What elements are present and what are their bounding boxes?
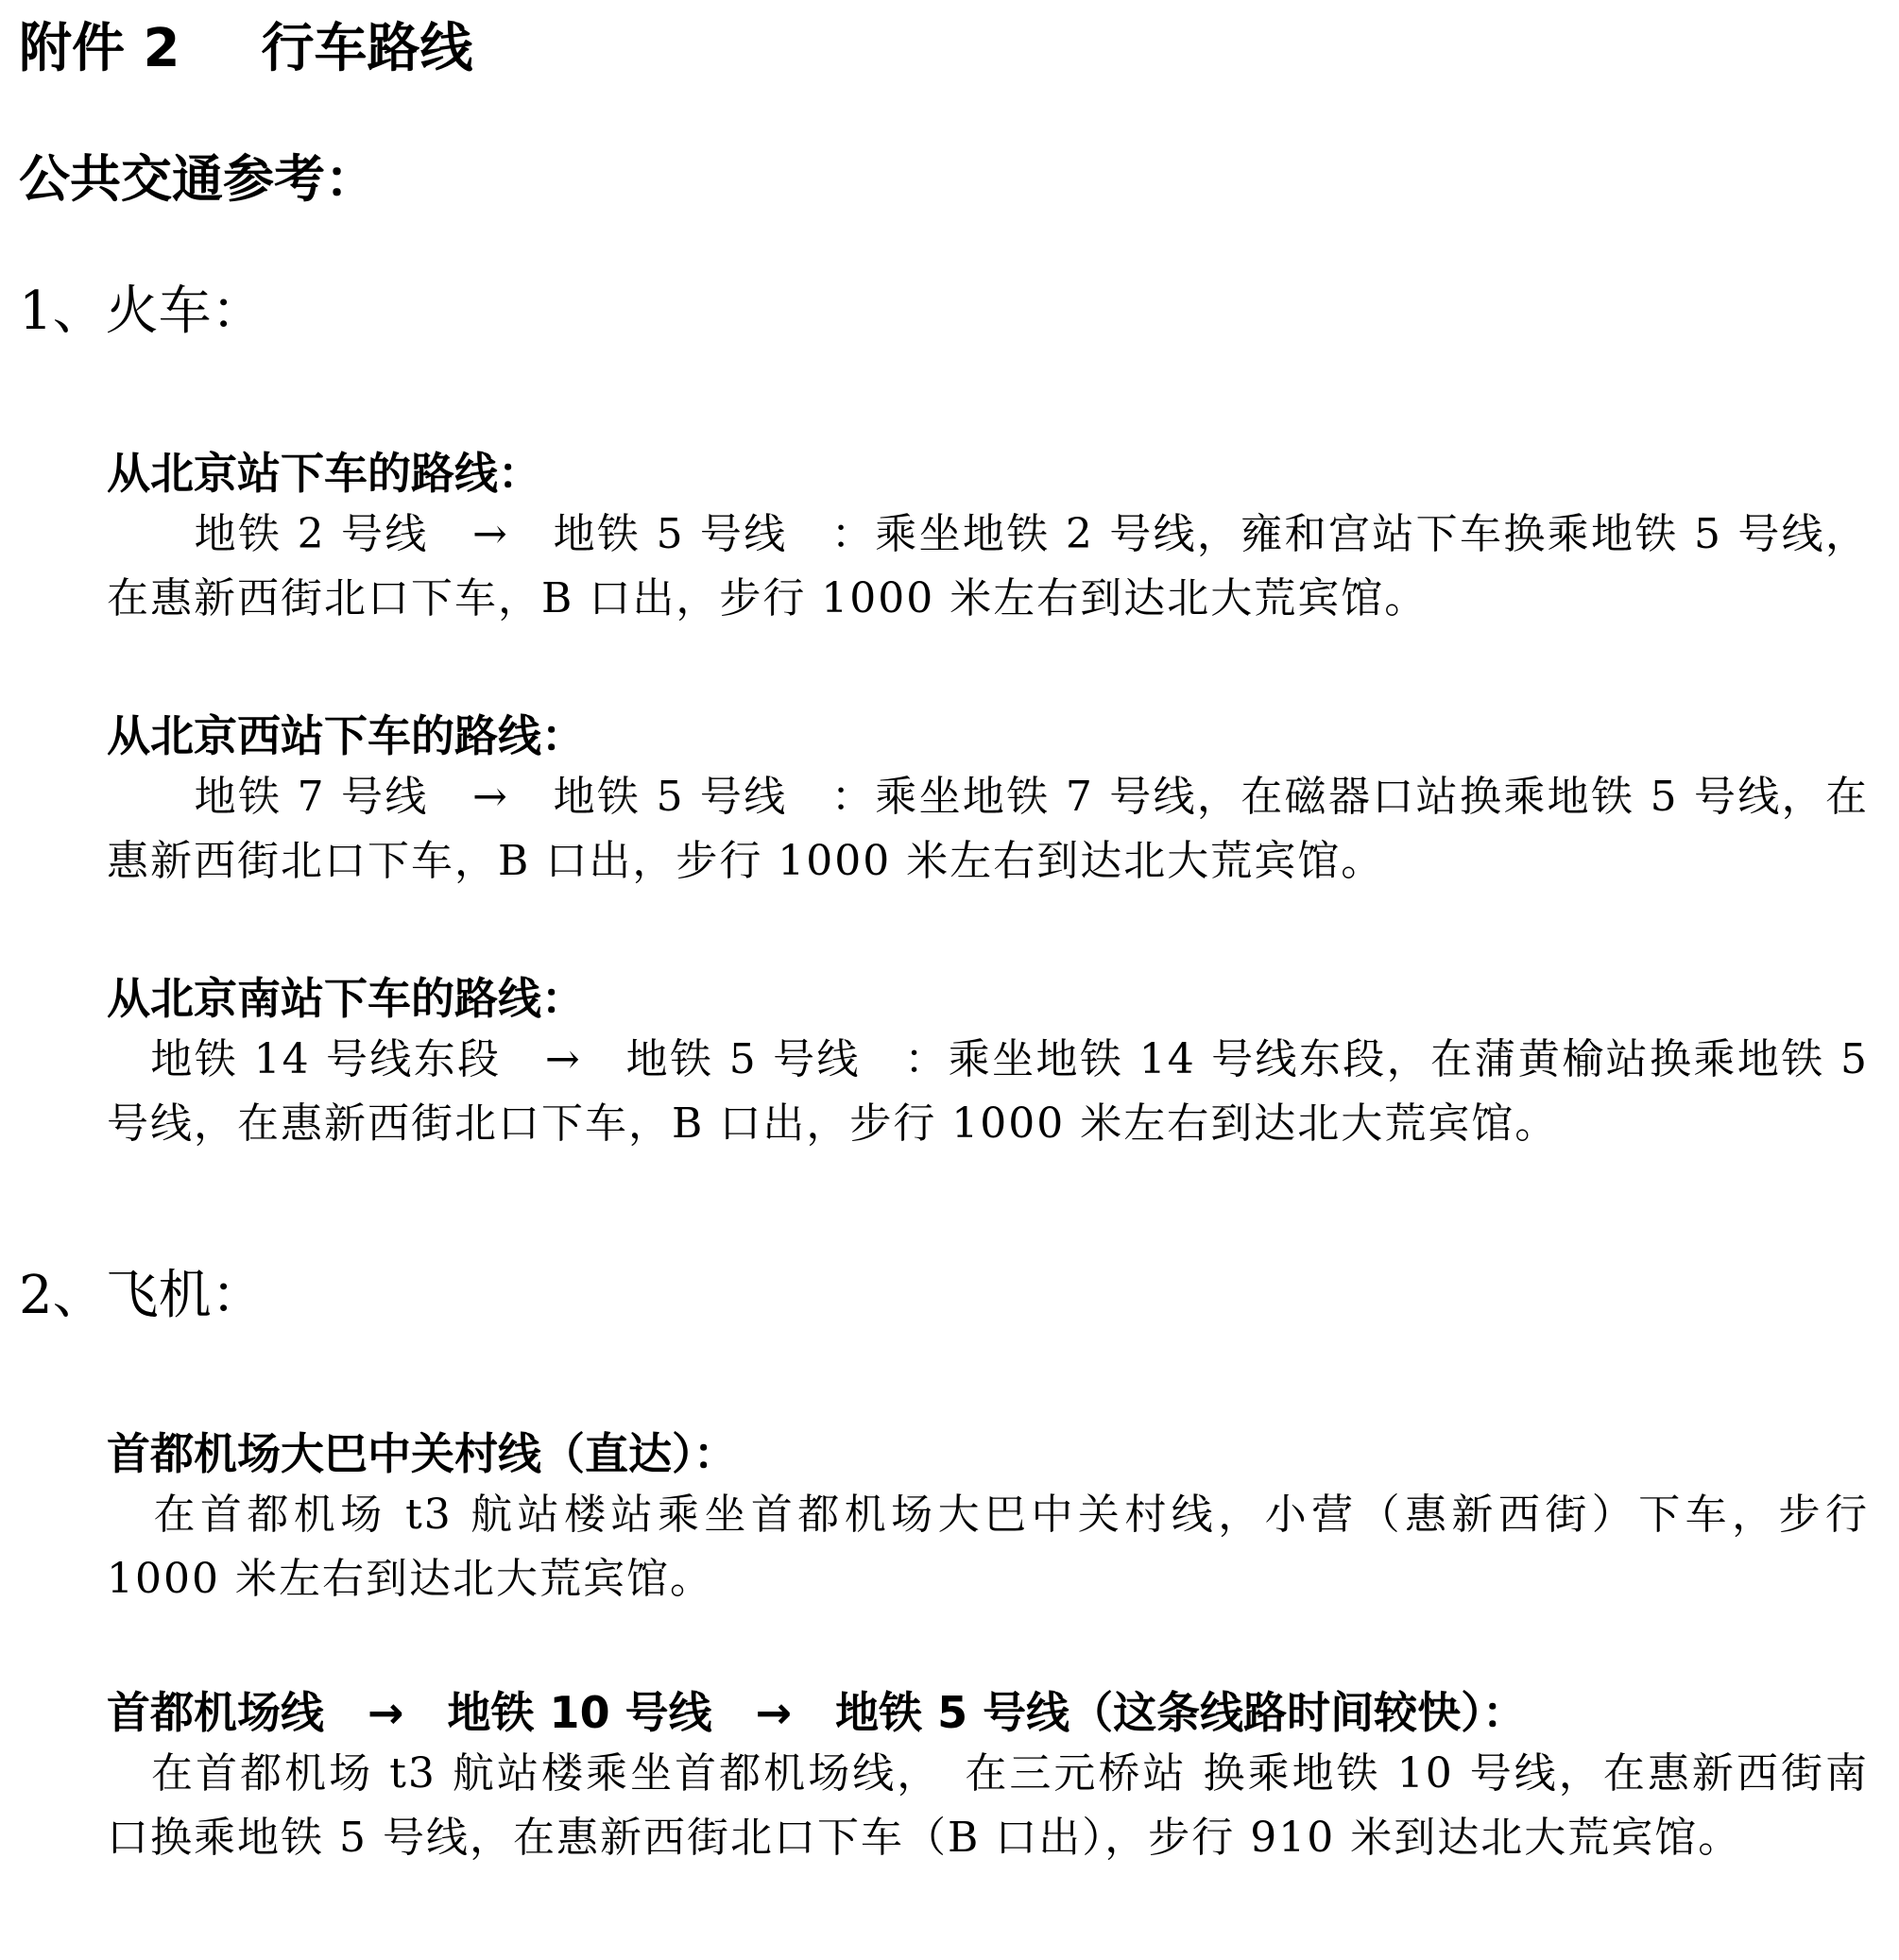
route-description: 地铁 7 号线 → 地铁 5 号线 ：乘坐地铁 7 号线，在磁器口站换乘地铁 5 号线，在惠新西街北口下车，B 口出，步行 1000 米左右到达北大荒宾馆。 [107, 773, 1869, 885]
route-description: 在首都机场 t3 航站楼乘坐首都机场线， 在三元桥站 换乘地铁 10 号线，在惠新西街南口换乘地铁 5 号线，在惠新西街北口下车（B 口出），步行 910 米到达北大荒宾馆。 [107, 1749, 1869, 1862]
route-title: 从北京西站下车的路线： [107, 710, 585, 761]
section-heading-airplane: 2、飞机： [19, 1265, 265, 1326]
attachment-title [19, 13, 472, 85]
route-title: 从北京站下车的路线： [107, 448, 541, 499]
route-beijing-west-station [107, 707, 1869, 894]
document-title: 行车路线 [261, 18, 473, 79]
route-description: 地铁 14 号线东段 → 地铁 5 号线 ：乘坐地铁 14 号线东段，在蒲黄榆站换乘地铁 5 号线，在惠新西街北口下车，B 口出，步行 1000 米左右到达北大荒宾馆。 [107, 1035, 1869, 1148]
section-heading-train: 1、火车： [19, 281, 265, 342]
route-title: 从北京南站下车的路线： [107, 973, 585, 1024]
route-description: 地铁 2 号线 → 地铁 5 号线 ：乘坐地铁 2 号线，雍和宫站下车换乘地铁 5 号线，在惠新西街北口下车，B 口出，步行 1000 米左右到达北大荒宾馆。 [107, 510, 1869, 622]
route-title: 首都机场大巴中关村线（直达）： [107, 1428, 737, 1479]
route-airport-express [107, 1683, 1869, 1870]
attachment-label: 附件 2 [19, 18, 180, 79]
route-beijing-south-station [107, 969, 1869, 1156]
route-title: 首都机场线 → 地铁 10 号线 → 地铁 5 号线（这条线路时间较快）： [107, 1687, 1527, 1738]
transport-heading: 公共交通参考： [19, 149, 376, 209]
route-description: 在首都机场 t3 航站楼站乘坐首都机场大巴中关村线，小营（惠新西街）下车，步行 1000 米左右到达北大荒宾馆。 [107, 1491, 1869, 1603]
route-airport-bus [107, 1424, 1869, 1611]
route-beijing-station [107, 444, 1869, 631]
